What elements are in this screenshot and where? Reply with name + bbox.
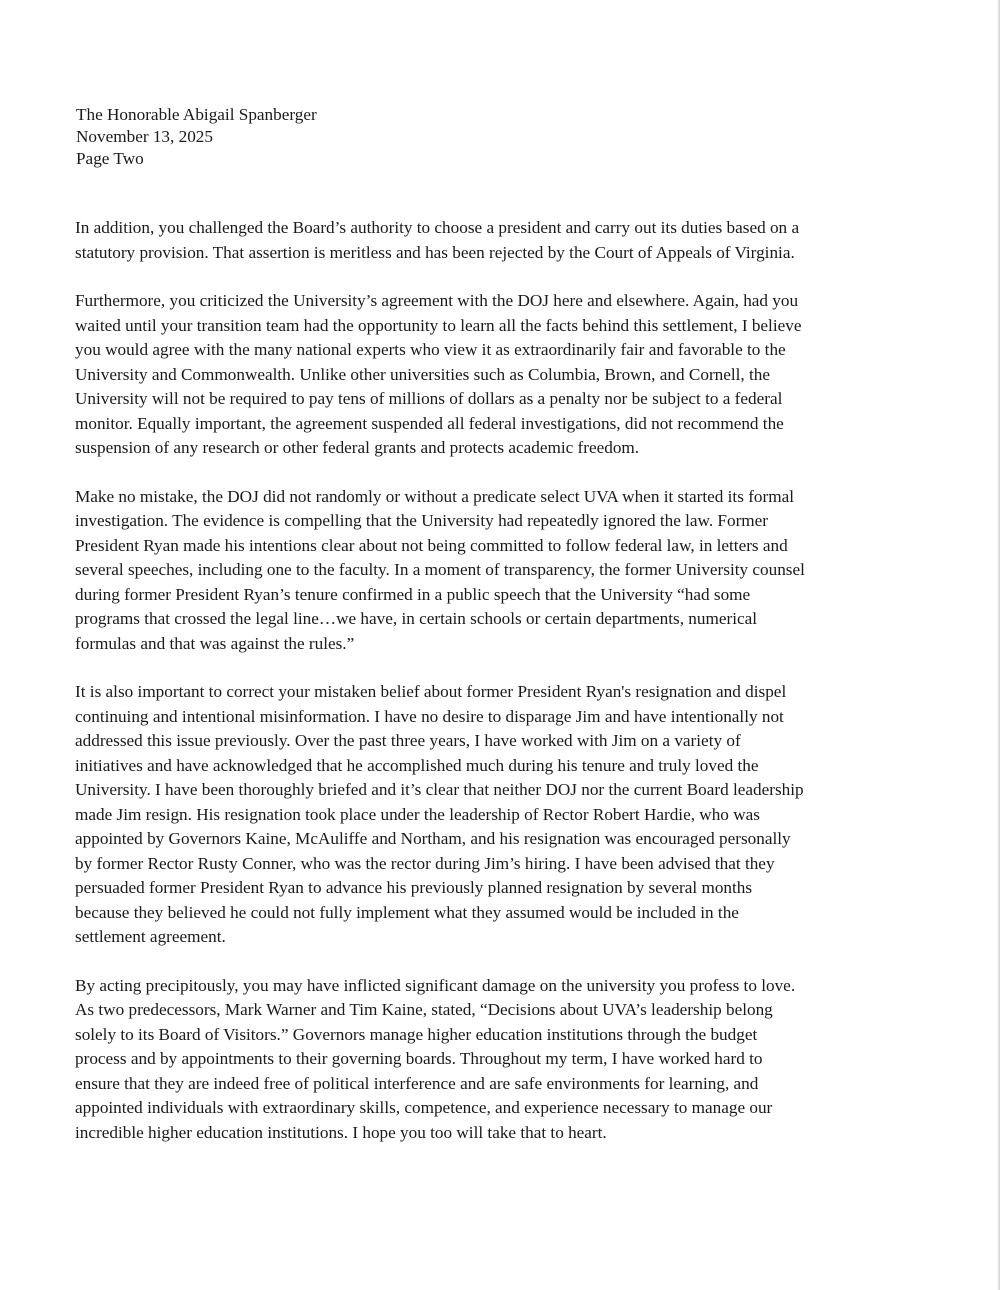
text-line: you would agree with the many national experts who view it as extraordinarily fair and favorable to the bbox=[75, 340, 786, 359]
date-line: November 13, 2025 bbox=[76, 127, 213, 146]
text-line: settlement agreement. bbox=[75, 927, 226, 946]
text-line: made Jim resign. His resignation took place under the leadership of Rector Robert Hardie, who was bbox=[75, 804, 760, 824]
text-line: University will not be required to pay tens of millions of dollars as a penalty nor be subject to a federal bbox=[75, 389, 783, 408]
paragraph-ryan-resignation bbox=[75, 680, 910, 950]
text-line: initiatives and have acknowledged that he accomplished much during his tenure and truly loved the bbox=[75, 755, 759, 775]
text-line: several speeches, including one to the faculty. In a moment of transparency, the former University counsel bbox=[75, 560, 805, 579]
paragraph-board-authority bbox=[75, 216, 910, 265]
text-line: It is also important to correct your mistaken belief about former President Ryan's resignation and dispel bbox=[75, 682, 787, 701]
text-line: formulas and that was against the rules.” bbox=[75, 633, 355, 653]
text-line: Make no mistake, the DOJ did not randomly or without a predicate select UVA when it started its formal bbox=[75, 486, 795, 506]
text-line: Furthermore, you criticized the University’s agreement with the DOJ here and elsewhere. Again, had you bbox=[75, 291, 799, 310]
text-line: President Ryan made his intentions clear about not being committed to follow federal law, in letters and bbox=[75, 535, 788, 555]
recipient-line: The Honorable Abigail Spanberger bbox=[76, 105, 317, 124]
text-line: appointed individuals with extraordinary skills, competence, and experience necessary to manage our bbox=[75, 1098, 773, 1117]
text-line: waited until your transition team had the opportunity to learn all the facts behind this settlement, I believe bbox=[75, 315, 802, 335]
text-line: In addition, you challenged the Board’s authority to choose a president and carry out its duties based on a bbox=[75, 218, 800, 237]
text-line: statutory provision. That assertion is meritless and has been rejected by the Court of Appeals of Virginia. bbox=[75, 242, 795, 262]
text-line: incredible higher education institutions. I hope you too will take that to heart. bbox=[75, 1122, 607, 1142]
text-line: As two predecessors, Mark Warner and Tim Kaine, stated, “Decisions about UVA’s leadership belong bbox=[75, 1000, 773, 1019]
text-line: By acting precipitously, you may have inflicted significant damage on the university you profess to love. bbox=[75, 975, 796, 995]
text-line: appointed by Governors Kaine, McAuliffe and Northam, and his resignation was encouraged personally bbox=[75, 829, 791, 848]
page-label: Page Two bbox=[76, 149, 144, 168]
text-line: University and Commonwealth. Unlike other universities such as Columbia, Brown, and Cornell, the bbox=[75, 364, 771, 384]
text-line: by former Rector Rusty Conner, who was the rector during Jim’s hiring. I have been advised that they bbox=[75, 853, 775, 873]
text-line: addressed this issue previously. Over the past three years, I have worked with Jim on a variety of bbox=[75, 731, 741, 750]
text-line: University. I have been thoroughly briefed and it’s clear that neither DOJ nor the current Board leadership bbox=[75, 780, 804, 799]
text-line: suspension of any research or other federal grants and protects academic freedom. bbox=[75, 438, 640, 457]
text-line: process and by appointments to their governing boards. Throughout my term, I have worked hard to bbox=[75, 1049, 763, 1068]
text-line: investigation. The evidence is compelling that the University had repeatedly ignored the law. Former bbox=[75, 511, 769, 530]
paragraph-doj-agreement bbox=[75, 289, 910, 461]
letter-header bbox=[76, 104, 676, 170]
text-line: during former President Ryan’s tenure confirmed in a public speech that the University “had some bbox=[75, 584, 751, 604]
text-line: persuaded former President Ryan to advance his previously planned resignation by several months bbox=[75, 878, 753, 897]
text-line: because they believed he could not fully implement what they assumed would be included in the bbox=[75, 902, 739, 922]
paragraph-conclusion bbox=[75, 974, 910, 1146]
letter-body bbox=[75, 216, 910, 1145]
text-line: solely to its Board of Visitors.” Governors manage higher education institutions through the budget bbox=[75, 1024, 758, 1044]
paragraph-doj-investigation bbox=[75, 485, 910, 657]
text-line: programs that crossed the legal line…we have, in certain schools or certain departments, numerical bbox=[75, 609, 758, 628]
text-line: ensure that they are indeed free of political interference and are safe environments for learning, and bbox=[75, 1073, 759, 1093]
text-line: monitor. Equally important, the agreement suspended all federal investigations, did not recommend the bbox=[75, 413, 784, 433]
text-line: continuing and intentional misinformation. I have no desire to disparage Jim and have intentionally not bbox=[75, 706, 784, 726]
